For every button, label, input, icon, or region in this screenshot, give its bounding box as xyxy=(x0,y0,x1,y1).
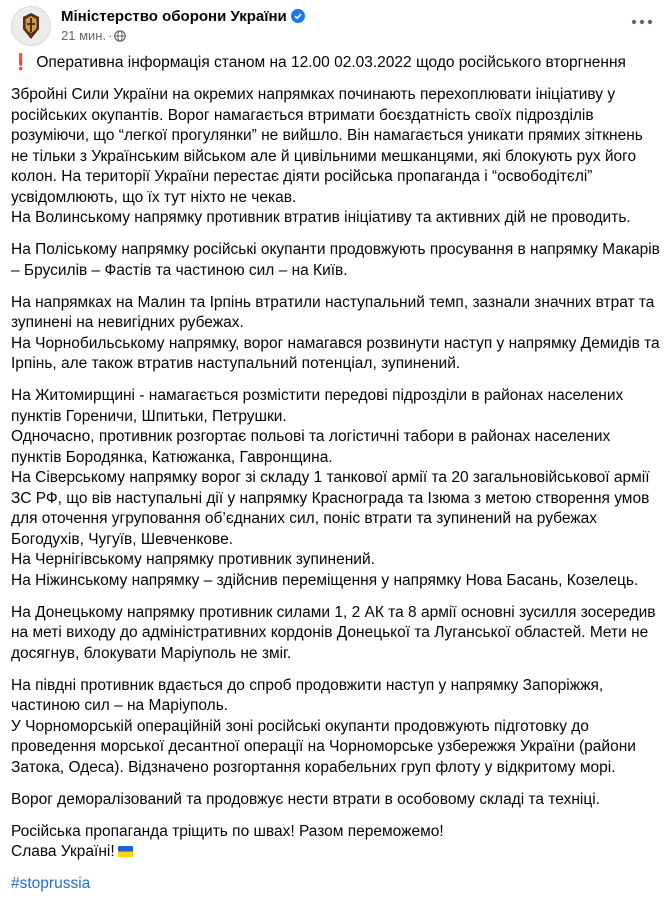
post-line: На Чернігівському напрямку противник зупинений. xyxy=(11,551,375,568)
post-line: На напрямках на Малин та Ірпінь втратили наступальний темп, зазнали значних втрат та зупинені на невигідних рубежах. xyxy=(11,293,655,331)
meta-separator: · xyxy=(108,28,113,43)
post-line: На Волинському напрямку противник втратив ініціативу та активних дій не проводить. xyxy=(11,209,631,226)
post-title-line xyxy=(11,53,661,74)
verified-badge-icon xyxy=(291,9,305,23)
hashtag-link[interactable]: #stoprussia xyxy=(11,875,91,892)
exclamation-icon: ❗ xyxy=(11,54,31,71)
more-options-icon[interactable] xyxy=(627,12,657,36)
post-line: На півдні противник вдається до спроб продовжити наступ у напрямку Запоріжжя, частиною сил – на Маріуполь. xyxy=(11,676,604,714)
post-meta xyxy=(61,28,126,45)
post-line: Збройні Сили України на окремих напрямках починають перехоплювати ініціативу у російських окупантів. Ворог намагається втримати боєздатність своїх підрозділів розуміючи, що “легкої прогулянки” не вийшло. Він намагається уникати прямих зіткнень не тільки з Українським військом але й цивільними мешканцями, які блокують рух його колон. На території України перестає діяти російська пропаганда і “освободітєлі” усвідомлюють, що їх тут ніхто не чекав. xyxy=(11,86,643,206)
post-header xyxy=(11,6,669,46)
post-paragraph xyxy=(11,240,661,281)
post-line: Ворог деморалізований та продовжує нести втрати в особовому складі та техніці. xyxy=(11,790,600,808)
post-hashtags xyxy=(11,874,661,895)
post-content xyxy=(11,53,661,906)
globe-icon[interactable] xyxy=(114,30,126,45)
post-line: Російська пропаганда тріщить по швах! Разом переможемо! xyxy=(11,822,444,840)
post-line: На Ніжинському напрямку – здійснив переміщення у напрямку Нова Басань, Козелець. xyxy=(11,571,639,589)
post-paragraph xyxy=(11,293,661,375)
post-line: На Донецькому напрямку противник силами 1, 2 АК та 8 армії основні зусилля зосередив на меті виходу до адміністративних кордонів Донецької та Луганської областей. Мети не досягнув, блокувати Маріуполь не зміг. xyxy=(11,603,656,662)
post-paragraph xyxy=(11,822,661,863)
post-closing-line xyxy=(11,842,661,863)
post-paragraph xyxy=(11,790,661,811)
post-closing-text: Слава Україні! xyxy=(11,843,115,860)
page-avatar[interactable] xyxy=(11,6,51,46)
post-paragraph xyxy=(11,386,661,591)
page-name[interactable] xyxy=(61,8,305,25)
post-paragraph xyxy=(11,676,661,779)
post-paragraph xyxy=(11,603,661,665)
post-line: На Чорнобильському напрямку, ворог намагався розвинути наступ у напрямку Демидів та Ірпінь, але також втратив наступальний потенціал, зупинений. xyxy=(11,334,660,372)
post-timestamp[interactable]: 21 мин. xyxy=(61,28,107,43)
post-title-text: Оперативна інформація станом на 12.00 02.03.2022 щодо російського вторгнення xyxy=(36,54,626,71)
post-line: На Житомирщині - намагається розмістити передові підрозділи в районах населених пунктів Гореничи, Шпитьки, Петрушки. xyxy=(11,387,624,425)
post-paragraph xyxy=(11,85,661,229)
ministry-emblem-icon xyxy=(12,7,50,45)
ukraine-flag-icon xyxy=(118,846,133,857)
post-line: Одночасно, противник розгортає польові та логістичні табори в районах населених пунктів Бородянка, Катюжанка, Гавронщина. xyxy=(11,428,611,466)
page-name-text[interactable]: Міністерство оборони України xyxy=(61,8,287,25)
post-line: На Поліському напрямку російські окупанти продовжують просування в напрямку Макарів – Брусилів – Фастів та частиною сил – на Київ. xyxy=(11,241,660,279)
post-line: На Сіверському напрямку ворог зі складу 1 танкової армії та 20 загальновійськової армії ЗС РФ, що вів наступальні дії у напрямку Краснограда та Ізюма з метою створення умов для оточення угруповання об’єднаних сил, поніс втрати та зупинений на рубежах Богодухів, Чугуїв, Шевченкове. xyxy=(11,469,650,548)
post-line: У Чорноморській операційній зоні російські окупанти продовжують підготовку до проведення морської десантної операції на Чорноморське узбережжя України (райони Затока, Одеса). Відзначено розгортання корабельних груп флоту у відкритому морі. xyxy=(11,717,636,776)
